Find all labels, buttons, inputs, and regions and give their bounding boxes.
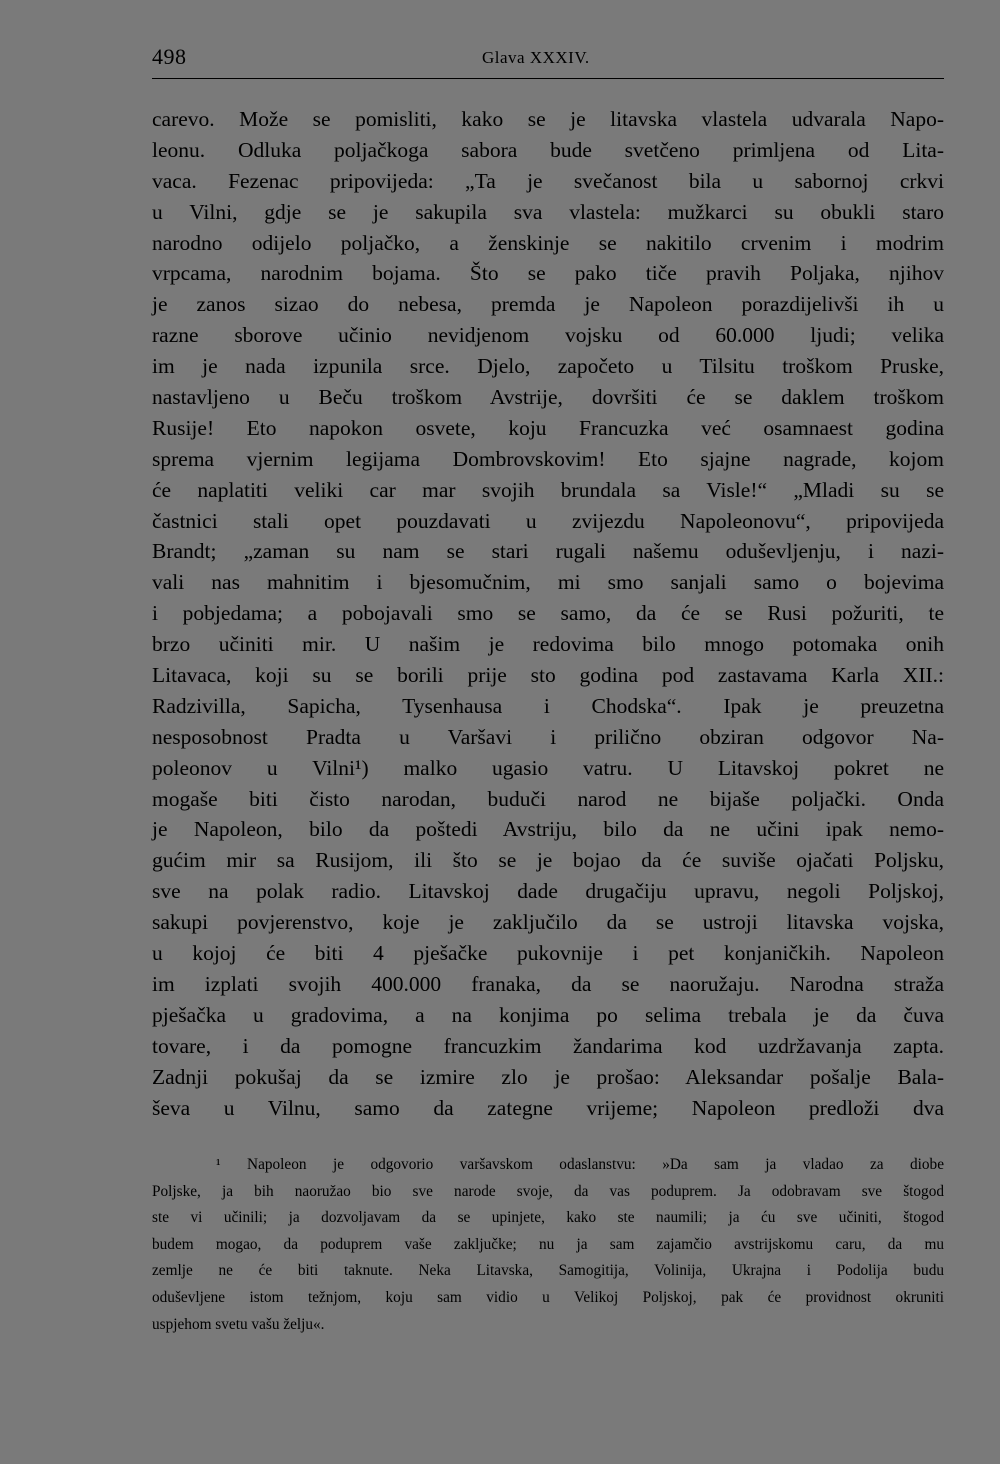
text-line: narodno odijelo poljačko, a ženskinje se nakitilo crvenim i modrim bbox=[152, 230, 944, 255]
footnote-line: Poljske, ja bih naoružao bio sve narode svoje, da vas poduprem. Ja odobravam sve štogod bbox=[152, 1182, 944, 1200]
text-line: brzo učiniti mir. U našim je redovima bilo mnogo potomaka onih bbox=[152, 632, 944, 657]
text-line: sve na polak radio. Litavskoj dade drugačiju upravu, negoli Poljskoj, bbox=[152, 879, 944, 904]
text-line: u Vilni, gdje se je sakupila sva vlastela: mužkarci su obukli staro bbox=[152, 199, 944, 224]
footnote-line: uspjehom svetu vašu želju«. bbox=[152, 1315, 325, 1333]
page-header bbox=[152, 44, 944, 79]
text-line: Brandt; „zaman su nam se stari rugali našemu oduševljenju, i nazi- bbox=[152, 539, 944, 564]
text-line: častnici stali opet pouzdavati u zvijezdu Napoleonovu“, pripovijeda bbox=[152, 508, 944, 533]
text-line: Zadnji pokušaj da se izmire zlo je prošao: Aleksandar pošalje Bala- bbox=[152, 1064, 944, 1089]
page-number: 498 bbox=[152, 44, 187, 69]
text-line: carevo. Može se pomisliti, kako se je litavska vlastela udvarala Napo- bbox=[152, 107, 944, 131]
text-line: će naplatiti veliki car mar svojih brundala sa Visle!“ „Mladi su se bbox=[152, 477, 944, 502]
text-line: sprema vjernim legijama Dombrovskovim! Eto sjajne nagrade, kojom bbox=[152, 446, 944, 471]
footnote-line: zemlje ne će biti taknute. Neka Litavska, Samogitija, Volinija, Ukrajna i Podolija budu bbox=[152, 1262, 944, 1280]
text-line: sakupi povjerenstvo, koje je zaključilo da se ustroji litavska vojska, bbox=[152, 910, 944, 935]
text-line: poleonov u Vilni¹) malko ugasio vatru. U Litavskoj pokret ne bbox=[152, 755, 944, 780]
text-line: gućim mir sa Rusijom, ili što se je bojao da će suviše ojačati Poljsku, bbox=[152, 848, 944, 873]
text-line: vrpcama, narodnim bojama. Što se pako tiče pravih Poljaka, njihov bbox=[152, 261, 944, 286]
text-line: je zanos sizao do nebesa, premda je Napoleon porazdijelivši ih u bbox=[152, 292, 944, 317]
text-line: je Napoleon, bilo da poštedi Avstriju, bilo da ne učini ipak nemo- bbox=[152, 817, 944, 842]
footnote-line: oduševljene istom težnjom, koju sam vidio u Velikoj Poljskoj, pak će providnost okruniti bbox=[152, 1288, 944, 1306]
text-line: nastavljeno u Beču troškom Avstrije, dovršiti će se daklem troškom bbox=[152, 385, 944, 410]
running-head: Glava XXXIV. bbox=[482, 48, 590, 67]
text-line: mogaše biti čisto narodan, buduči narod ne bijaše poljački. Onda bbox=[152, 786, 944, 811]
text-line: tovare, i da pomogne francuzkim žandarima kod uzdržavanja zapta. bbox=[152, 1033, 944, 1058]
text-line: im je nada izpunila srce. Djelo, započeto u Tilsitu troškom Pruske, bbox=[152, 354, 944, 379]
text-line: i pobjedama; a pobojavali smo se samo, da će se Rusi požuriti, te bbox=[152, 601, 944, 626]
text-line: Rusije! Eto napokon osvete, koju Francuzka već osamnaest godina bbox=[152, 415, 944, 440]
text-line: leonu. Odluka poljačkoga sabora bude svetčeno primljena od Lita- bbox=[152, 137, 944, 162]
text-line: u kojoj će biti 4 pješačke pukovnije i pet konjaničkih. Napoleon bbox=[152, 941, 944, 966]
main-text bbox=[152, 104, 944, 1123]
text-line: ševa u Vilnu, samo da zategne vrijeme; Napoleon predloži dva bbox=[152, 1095, 944, 1120]
text-line: vali nas mahnitim i bjesomučnim, mi smo sanjali samo o bojevima bbox=[152, 570, 944, 595]
text-line: im izplati svojih 400.000 franaka, da se naoružaju. Narodna straža bbox=[152, 971, 944, 996]
text-line: nesposobnost Pradta u Varšavi i prilično obziran odgovor Na- bbox=[152, 724, 944, 749]
text-line: Litavaca, koji su se borili prije sto godina pod zastavama Karla XII.: bbox=[152, 663, 944, 688]
footnote bbox=[152, 1152, 944, 1338]
text-line: Radzivilla, Sapicha, Tysenhausa i Chodska“. Ipak je preuzetna bbox=[152, 693, 944, 718]
text-line: razne sborove učinio nevidjenom vojsku od 60.000 ljudi; velika bbox=[152, 323, 944, 348]
footnote-line: ste vi učinili; ja dozvoljavam da se upinjete, kako ste naumili; ja ću sve učiniti, štogod bbox=[152, 1209, 944, 1227]
text-line: pješačka u gradovima, a na konjima po selima trebala je da čuva bbox=[152, 1002, 944, 1027]
footnote-line: budem mogao, da poduprem vaše zaključke; nu ja sam zajamčio avstrijskomu caru, da mu bbox=[152, 1235, 944, 1253]
footnote-line: ¹ Napoleon je odgovorio varšavskom odaslanstvu: »Da sam ja vladao za diobe bbox=[216, 1156, 944, 1173]
text-line: vaca. Fezenac pripovijeda: „Ta je svečanost bila u sabornoj crkvi bbox=[152, 168, 944, 193]
